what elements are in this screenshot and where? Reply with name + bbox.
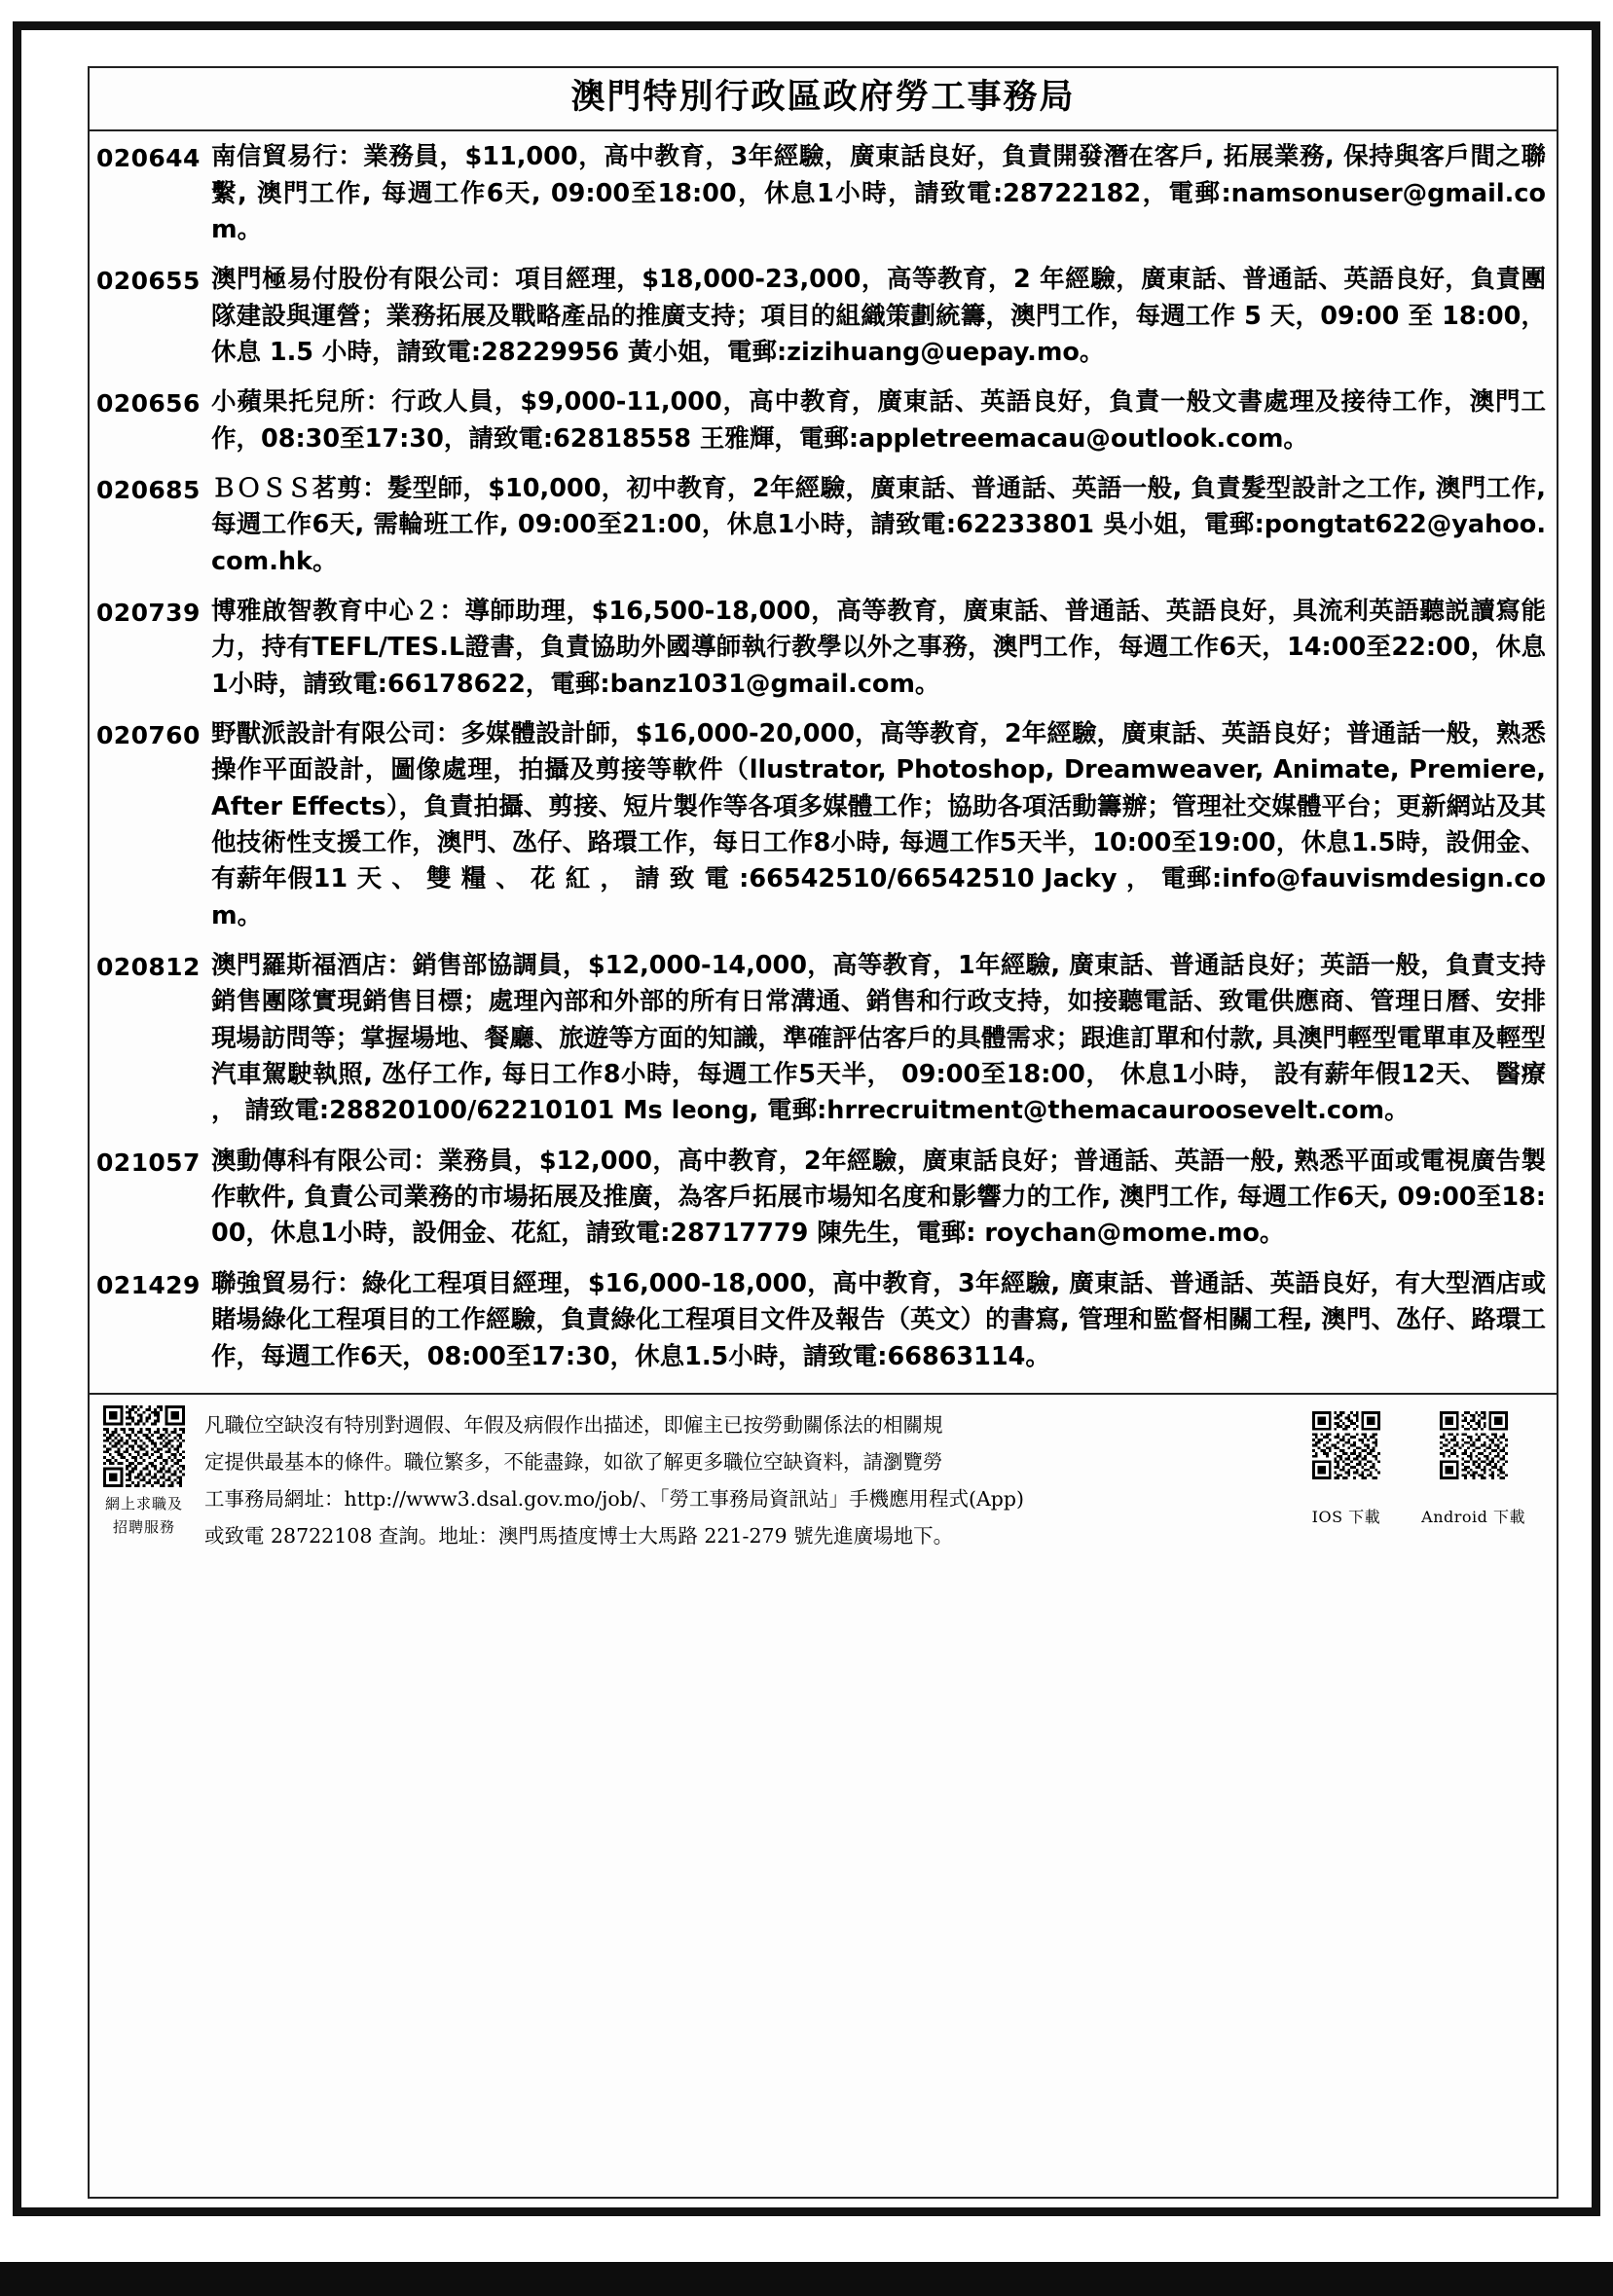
footer-note-line-1: 凡職位空缺沒有特別對週假、年假及病假作出描述，即僱主已按勞動關係法的相關規 <box>204 1412 943 1437</box>
job-listing-ref: 020685 <box>96 475 201 504</box>
qr-caption-online-job-line1: 網上求職及 <box>104 1494 183 1512</box>
qr-caption-online-job-line2: 招聘服務 <box>112 1518 175 1537</box>
job-listing-text: 澳門極易付股份有限公司：項目經理，$18,000-23,000，高等教育，2 年經驗，廣東話、普通話、英語良好，負責團隊建設與運營；業務拓展及戰略產品的推廣支持；項目的組織策劃統籌，澳門工作，每週工作 5 天，09:00 至 18:00，休息 1.5 小時，請致電:28229956 黃小姐，電郵:zizihuang@uepay.mo。 <box>211 265 1546 367</box>
qr-caption-android: Android 下載 <box>1421 1507 1525 1526</box>
job-listing-ref: 020812 <box>96 953 201 982</box>
job-listing-text: 澳門羅斯福酒店：銷售部協調員，$12,000-14,000，高等教育，1年經驗, 廣東話、普通話良好；英語一般，負責支持銷售團隊實現銷售目標；處理內部和外部的所有日常溝通、銷售和行政支持，如接聽電話、致電供應商、管理日曆、安排現場訪問等；掌握場地、餐廳、旅遊等方面的知識，準確評估客戶的具體需求；跟進訂單和付款, 具澳門輕型電單車及輕型汽車駕駛執照, 氹仔工作, 每日工作8小時，每週工作5天半， 09:00至18:00， 休息1小時， 設有薪年假12天、 醫療 ， 請致電:28820100/62210101 Ms leong, 電郵:hrrecruitment@themacauroosevelt.com。 <box>211 951 1546 1126</box>
qr-code-android-download-icon <box>1440 1411 1508 1479</box>
job-listing-ref: 020739 <box>96 598 201 627</box>
job-listing-ref: 020655 <box>96 267 201 296</box>
qr-block-android <box>1417 1411 1529 1527</box>
job-listing <box>96 1266 1550 1375</box>
job-listing-text: 聯強貿易行：綠化工程項目經理，$16,000-18,000，高中教育，3年經驗, 廣東話、普通話、英語良好，有大型酒店或賭場綠化工程項目的工作經驗，負責綠化工程項目文件及報告（英文）的書寫, 管理和監督相關工程, 澳門、氹仔、路環工作，每週工作6天，08:00至17:30，休息1.5小時，請致電:66863114。 <box>211 1268 1546 1371</box>
job-listing-text: 野獸派設計有限公司：多媒體設計師，$16,000-20,000，高等教育，2年經驗，廣東話、英語良好；普通話一般，熟悉操作平面設計，圖像處理，拍攝及剪接等軟件（llustrator, Photoshop, Dreamweaver, Animate, Premiere, After Effects），負責拍攝、剪接、短片製作等各項多媒體工作；協助各項活動籌辦；管理社交媒體平台；更新網站及其他技術性支援工作，澳門、氹仔、路環工作，每日工作8小時, 每週工作5天半，10:00至19:00，休息1.5時，設佣金、有薪年假11 天 、 雙 糧 、 花 紅 ， 請 致 電 :66542510/66542510 Jacky ， 電郵:info@fauvismdesign.com。 <box>211 719 1546 930</box>
qr-block-online-jobs <box>99 1405 189 1539</box>
job-listing <box>96 1144 1550 1253</box>
footer <box>90 1393 1557 1578</box>
qr-code-ios-download-icon <box>1312 1411 1380 1479</box>
job-listing-list <box>90 131 1557 1393</box>
job-listing-text: 南信貿易行：業務員，$11,000，高中教育，3年經驗，廣東話良好，負責開發潛在客戶, 拓展業務, 保持與客戶間之聯繫, 澳門工作, 每週工作6天, 09:00至18:00，休息1小時，請致電:28722182，電郵:namsonuser@gmail.com。 <box>211 142 1546 244</box>
poster-outer-frame <box>13 21 1600 2216</box>
job-listing-ref: 020760 <box>96 721 201 749</box>
footer-note <box>189 1405 1308 1555</box>
job-listing <box>96 716 1550 934</box>
job-listing-text: 小蘋果托兒所：行政人員，$9,000-11,000，高中教育，廣東話、英語良好，負責一般文書處理及接待工作，澳門工作，08:30至17:30，請致電:62818558 王雅輝，電郵:appletreemacau@outlook.com。 <box>211 387 1546 454</box>
job-listing-ref: 020644 <box>96 144 201 173</box>
job-listing <box>96 471 1550 580</box>
job-listing <box>96 594 1550 703</box>
job-listing-text: 澳動傳科有限公司：業務員，$12,000，高中教育，2年經驗，廣東話良好；普通話、英語一般, 熟悉平面或電視廣告製作軟件, 負責公司業務的市場拓展及推廣，為客戶拓展市場知名度和影響力的工作, 澳門工作, 每週工作6天, 09:00至18:00，休息1小時，設佣金、花紅，請致電:28717779 陳先生，電郵: roychan@mome.mo。 <box>211 1146 1546 1249</box>
qr-code-online-job-service-icon <box>103 1405 185 1487</box>
job-listing-ref: 020656 <box>96 389 201 419</box>
page-title: 澳門特別行政區政府勞工事務局 <box>570 78 1076 117</box>
job-listing <box>96 139 1550 248</box>
footer-note-line-3: 工事務局網址：http://www3.dsal.gov.mo/job/、「勞工事務局資訊站」手機應用程式(App) <box>204 1486 1024 1511</box>
job-listing-ref: 021057 <box>96 1148 201 1177</box>
job-listing-ref: 021429 <box>96 1270 201 1299</box>
notice-sheet <box>88 66 1558 2199</box>
job-listing <box>96 384 1550 457</box>
qr-block-ios <box>1308 1411 1385 1527</box>
job-listing-text: ＢＯＳＳ茗剪：髮型師，$10,000，初中教育，2年經驗，廣東話、普通話、英語一般, 負責髮型設計之工作, 澳門工作, 每週工作6天, 需輪班工作, 09:00至21:00，休息1小時，請致電:62233801 吳小姐，電郵:pongtat622@yahoo.com.hk。 <box>211 473 1546 576</box>
footer-note-line-4: 或致電 28722108 查詢。地址：澳門馬揸度博士大馬路 221-279 號先進廣場地下。 <box>204 1523 954 1548</box>
job-listing <box>96 948 1550 1130</box>
job-listing-text: 博雅啟智教育中心２：導師助理，$16,500-18,000，高等教育，廣東話、普通話、英語良好，具流利英語聽説讀寫能力，持有TEFL/TES.L證書，負責協助外國導師執行教學以外之事務，澳門工作，每週工作6天，14:00至22:00，休息1小時，請致電:66178622，電郵:banz1031@gmail.com。 <box>211 596 1546 699</box>
footer-note-line-2: 定提供最基本的條件。職位繁多，不能盡錄，如欲了解更多職位空缺資料，請瀏覽勞 <box>204 1449 943 1474</box>
app-download-section <box>1308 1405 1547 1527</box>
qr-caption-ios: IOS 下載 <box>1311 1507 1381 1526</box>
page-bottom-bar <box>0 2262 1613 2296</box>
job-listing <box>96 262 1550 371</box>
masthead <box>90 68 1557 131</box>
